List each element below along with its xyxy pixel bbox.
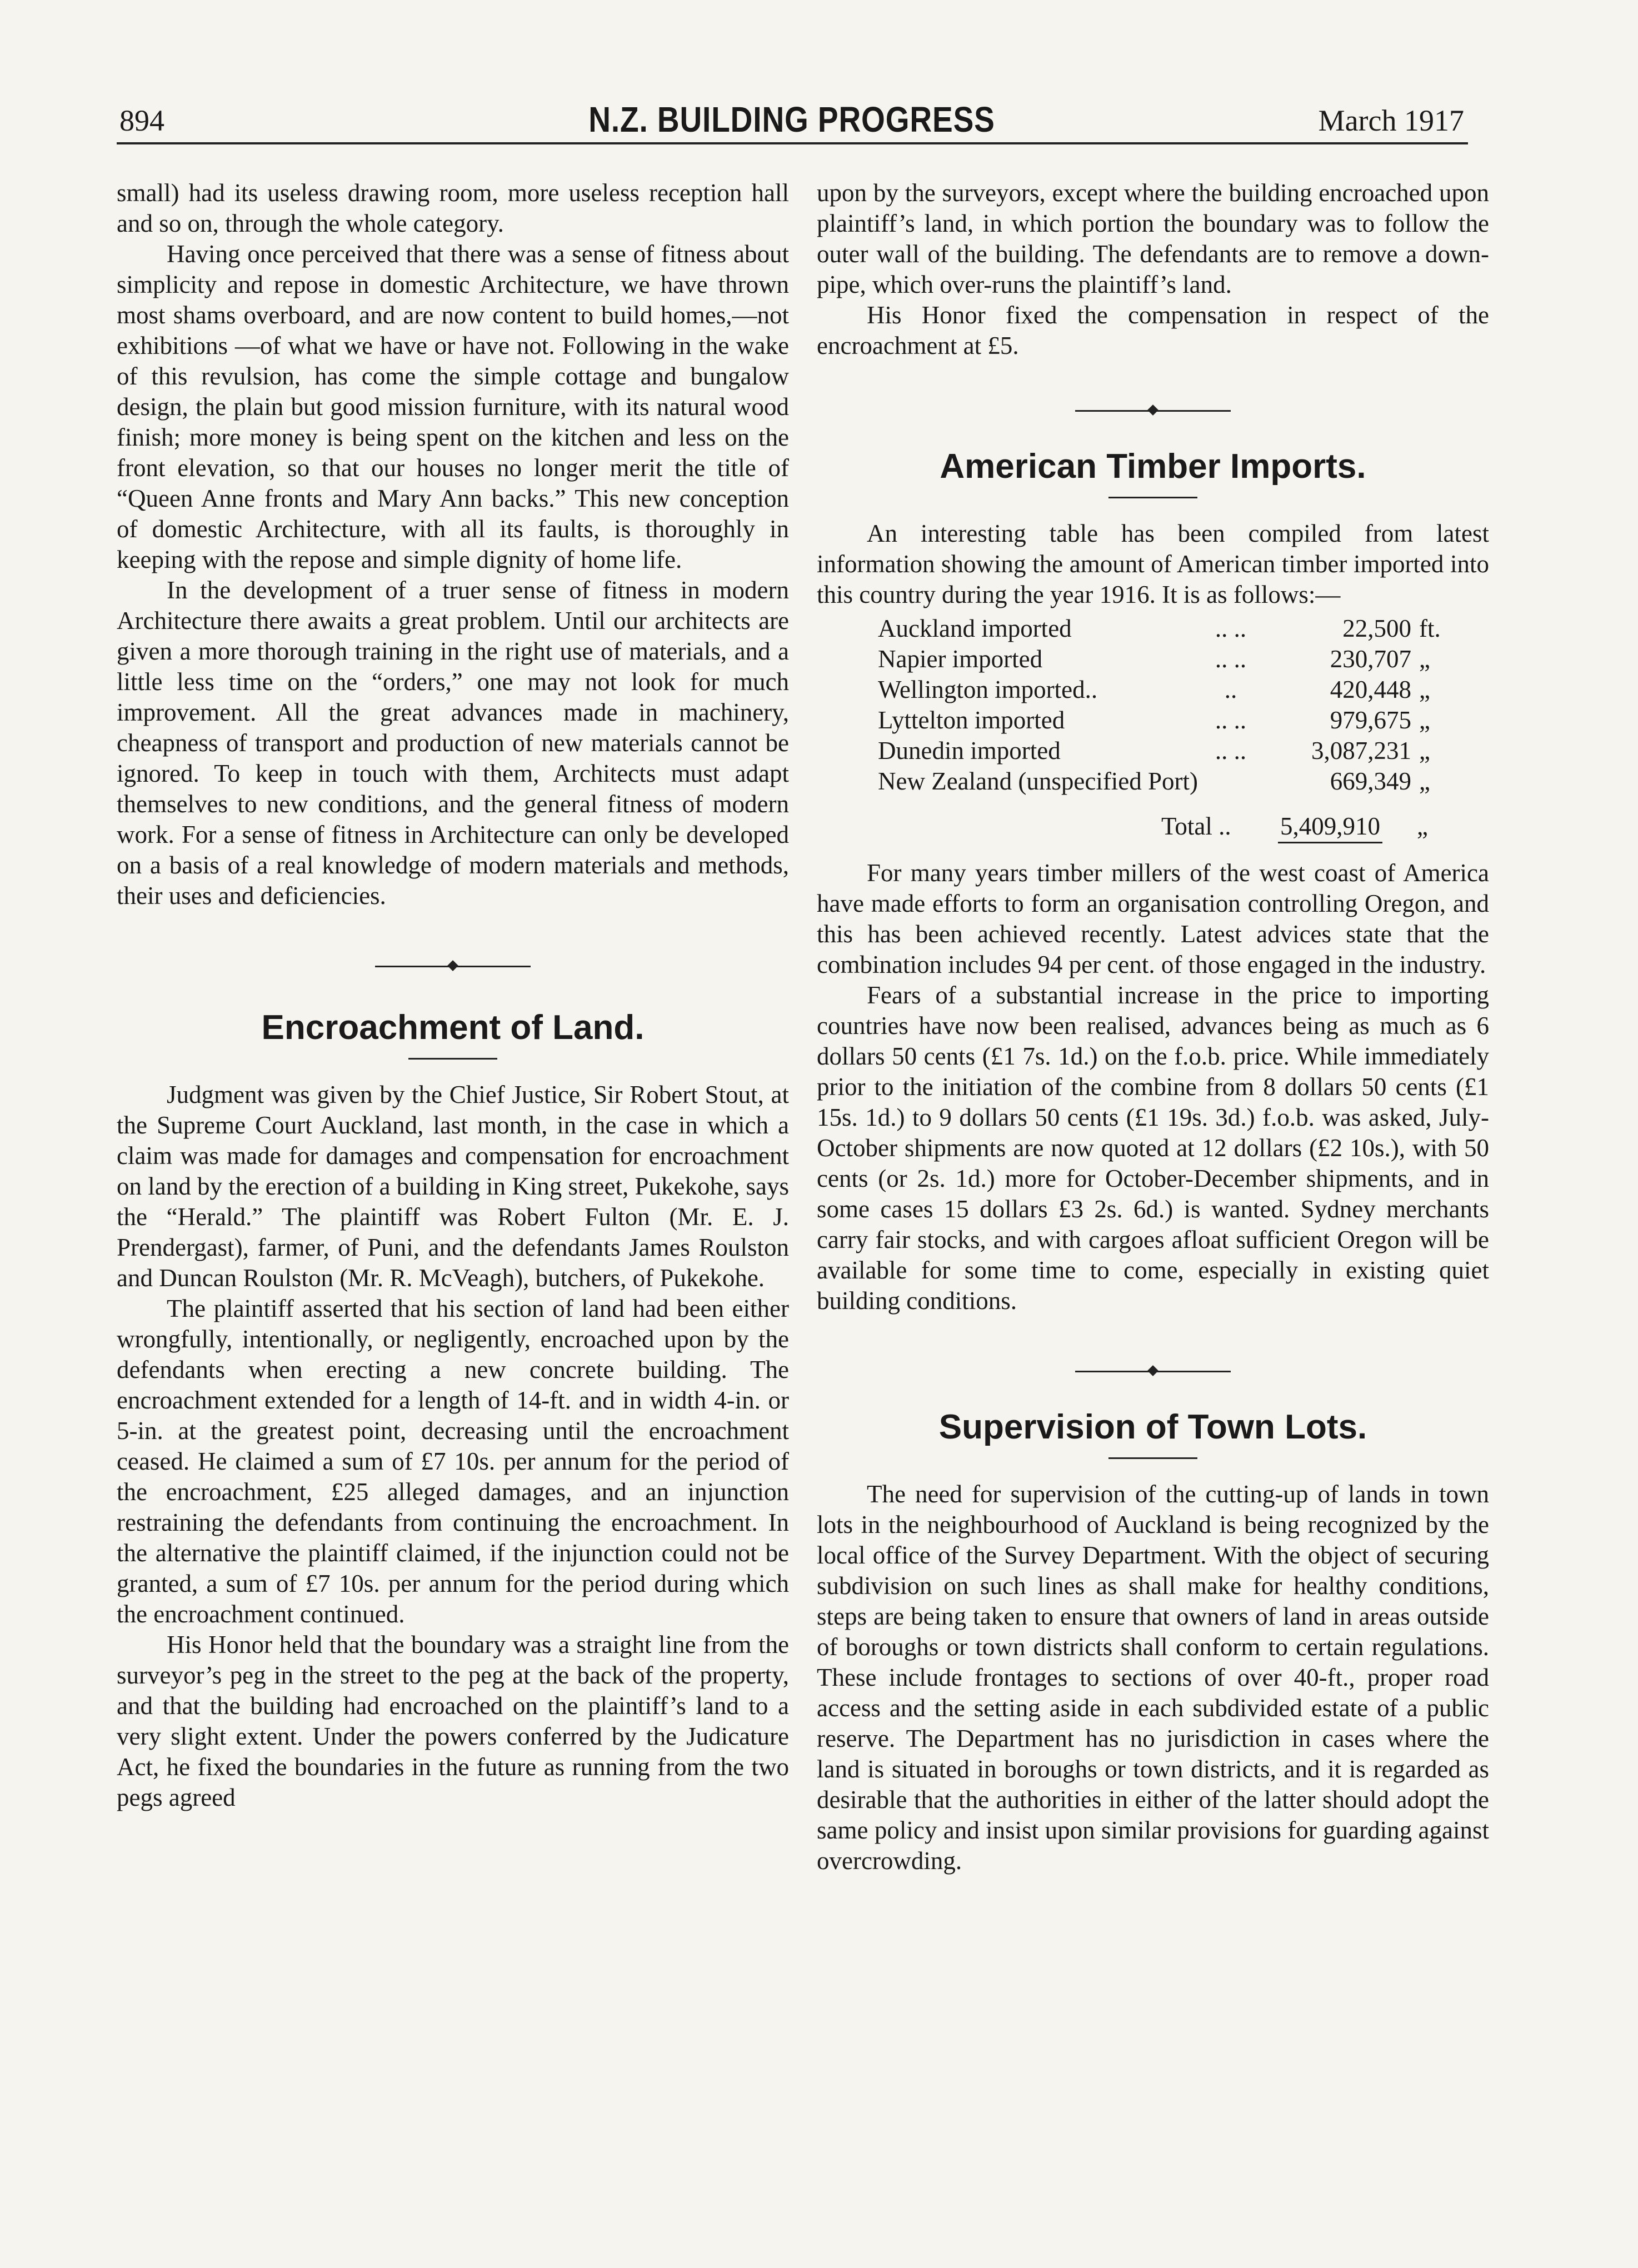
table-row: Wellington imported.. .. 420,448 „	[878, 676, 1430, 703]
article-paragraph: Judgment was given by the Chief Justice, Sir Robert Stout, at the Supreme Court Auckland, last month, in the case in which a claim was made for damages and compensation for encroachment on land by the erection of a building in King street, Pukekohe, says the “Herald.” The plaintiff was Robert Fulton (Mr. E. J. Prendergast), farmer, of Puni, and the defendants James Roulston and Duncan Roulston (Mr. R. McVeagh), butchers, of Pukekohe.	[117, 1081, 789, 1292]
section-divider	[117, 950, 789, 983]
encroachment-heading: Encroachment of Land.	[261, 1008, 645, 1047]
table-row: Napier imported .. .. 230,707 „	[878, 645, 1430, 673]
timber-total-row	[817, 811, 1489, 845]
timber-heading: American Timber Imports.	[940, 447, 1366, 486]
total-unit: „	[1417, 812, 1428, 840]
article-paragraph: Having once perceived that there was a sense of fitness about simplicity and repose in domestic Architecture, we have thrown most shams overboard, and are now content to build homes,—not exhibitions —of what we have or have not. Following in the wake of this revulsion, has come the simple cottage and bungalow design, the plain but good mission furniture, with its natural wood finish; more money is being spent on the kitchen and less on the front elevation, so that our houses no longer merit the title of “Queen Anne fronts and Mary Ann backs.” This new conception of domestic Architecture, with all its faults, is thoroughly in keeping with the repose and simple dignity of home life.	[117, 240, 789, 573]
header-rule	[117, 142, 1468, 144]
article-paragraph: The need for supervision of the cutting-up of lands in town lots in the neighbourhood of Auckland is being recognized by the local office of the Survey Department. With the object of securing subdivision on such lines as shall make for healthy conditions, steps are being taken to ensure that owners of land in areas outside of boroughs or town districts shall conform to certain regulations. These include frontages to sections of over 40-ft., proper road access and the setting aside in each subdivided estate of a public reserve. The Department has no jurisdiction in cases where the land is situated in boroughs or town districts, and it is regarded as desirable that the authorities in either of the latter should adopt the same policy and insist upon similar provisions for guarding against overcrowding.	[817, 1480, 1489, 1875]
heading-rule	[1108, 497, 1197, 498]
section-divider	[817, 1355, 1489, 1388]
section-divider	[817, 394, 1489, 428]
total-label: Total ..	[1161, 812, 1231, 840]
article-paragraph: upon by the surveyors, except where the building encroached upon plaintiff’s land, in which portion the boundary was to follow the outer wall of the building. The defendants are to remove a down-pipe, which over-runs the plaintiff’s land.	[817, 179, 1489, 298]
article-paragraph: small) had its useless drawing room, more useless reception hall and so on, through the whole category.	[117, 179, 789, 237]
publication-title: N.Z. BUILDING PROGRESS	[588, 99, 995, 139]
article-paragraph: For many years timber millers of the west coast of America have made efforts to form an organisation controlling Oregon, and this has been achieved recently. Latest advices state that the combination includes 94 per cent. of those engaged in the industry.	[817, 859, 1489, 978]
right-column	[817, 178, 1489, 1876]
total-value: 5,409,910	[1278, 811, 1382, 843]
article-paragraph: Fears of a substantial increase in the price to importing countries have now been realised, advances being as much as 6 dollars 50 cents (£1 7s. 1d.) on the f.o.b. price. While immediately prior to the initiation of the combine from 8 dollars 50 cents (£1 15s. 1d.) to 9 dollars 50 cents (£1 19s. 3d.) f.o.b. was asked, July-October shipments are now quoted at 12 dollars (£2 10s.), with 50 cents (or 2s. 1d.) more for October-December shipments, and in some cases 15 dollars £3 2s. 6d.) is wanted. Sydney merchants carry fair stocks, and with cargoes afloat sufficient Oregon will be available for some time to come, especially in existing quiet building conditions.	[817, 981, 1489, 1315]
issue-date: March 1917	[1318, 104, 1464, 137]
heading-rule	[1108, 1457, 1197, 1459]
article-paragraph: The plaintiff asserted that his section of land had been either wrongfully, intentionally, or negligently, encroached upon by the defendants when erecting a new concrete building. The encroachment extended for a length of 14-ft. and in width 4-in. or 5-in. at the greatest point, decreasing until the encroachment ceased. He claimed a sum of £7 10s. per annum for the period of the encroachment, £25 alleged damages, and an injunction restraining the defendants from continuing the encroachment. In the alternative the plaintiff claimed, if the injunction could not be granted, a sum of £7 10s. per annum for the period during which the encroachment continued.	[117, 1295, 789, 1628]
table-row: Auckland imported .. .. 22,500 ft.	[878, 615, 1441, 642]
timber-imports-table	[878, 613, 1452, 797]
article-paragraph: An interesting table has been compiled from latest information showing the amount of American timber imported into this country during the year 1916. It is as follows:—	[817, 519, 1489, 608]
divider-diamond	[447, 960, 458, 971]
divider-diamond	[1147, 1365, 1158, 1376]
table-row: Dunedin imported .. .. 3,087,231 „	[878, 737, 1430, 765]
article-paragraph: His Honor held that the boundary was a straight line from the surveyor’s peg in the street to the peg at the back of the property, and that the building had encroached on the plaintiff’s land to a very slight extent. Under the powers conferred by the Judicature Act, he fixed the boundaries in the future as running from the two pegs agreed	[117, 1631, 789, 1811]
heading-rule	[408, 1058, 497, 1060]
page-header	[119, 99, 1464, 144]
table-row: New Zealand (unspecified Port) 669,349 „	[878, 767, 1430, 795]
article-paragraph: His Honor fixed the compensation in respect of the encroachment at £5.	[817, 301, 1489, 359]
divider-diamond	[1147, 404, 1158, 416]
page-number: 894	[119, 104, 164, 137]
left-column	[117, 178, 789, 1813]
supervision-heading: Supervision of Town Lots.	[938, 1408, 1367, 1446]
article-paragraph: In the development of a truer sense of fitness in modern Architecture there awaits a great problem. Until our architects are given a more thorough training in the right use of materials, and a little less time on the “orders,” one may not look for much improvement. All the great advances made in machinery, cheapness of transport and production of new materials cannot be ignored. To keep in touch with them, Architects must adapt themselves to new conditions, and the general fitness of modern work. For a sense of fitness in Architecture can only be developed on a basis of a real knowledge of modern materials and methods, their uses and deficiencies.	[117, 576, 789, 910]
table-row: Lyttelton imported .. .. 979,675 „	[878, 706, 1430, 734]
